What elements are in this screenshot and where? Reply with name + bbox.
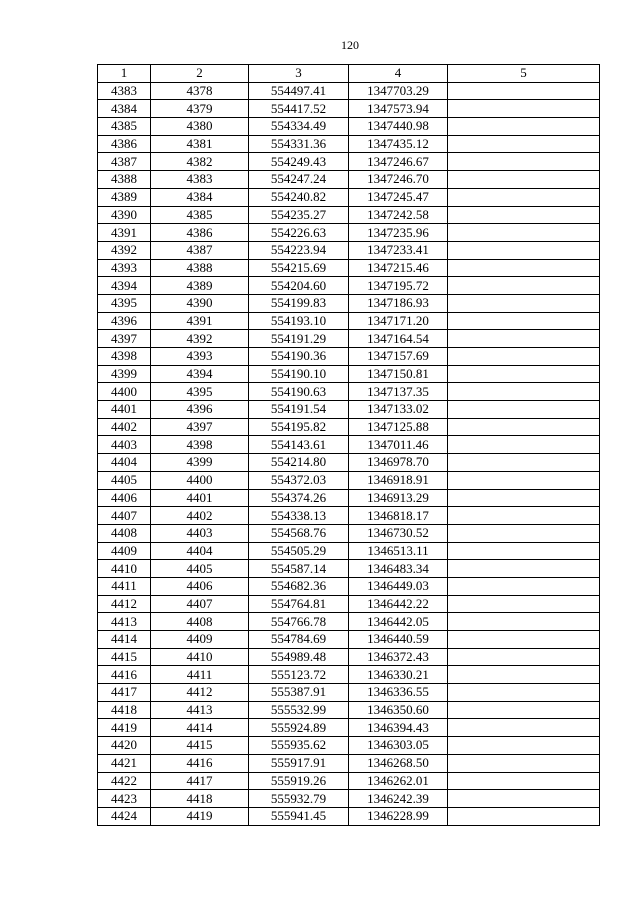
table-cell (448, 153, 600, 171)
table-cell: 554331.36 (249, 135, 349, 153)
table-cell: 1346440.59 (349, 631, 448, 649)
table-row (98, 524, 600, 542)
table-cell: 1346913.29 (349, 489, 448, 507)
table-cell: 4390 (98, 206, 151, 224)
column-header: 2 (151, 65, 249, 83)
table-cell (448, 312, 600, 330)
table-cell: 4390 (151, 294, 249, 312)
table-cell: 1347137.35 (349, 383, 448, 401)
table-cell: 555387.91 (249, 684, 349, 702)
table-cell (448, 100, 600, 118)
table-cell: 1346442.22 (349, 595, 448, 613)
table-cell: 4382 (151, 153, 249, 171)
table-cell: 555941.45 (249, 807, 349, 825)
table-cell (448, 259, 600, 277)
table-row (98, 807, 600, 825)
table-cell: 1346449.03 (349, 577, 448, 595)
table-row (98, 631, 600, 649)
table-cell: 1346513.11 (349, 542, 448, 560)
table-cell: 1347171.20 (349, 312, 448, 330)
table-cell: 4386 (151, 224, 249, 242)
table-row (98, 595, 600, 613)
table-row (98, 277, 600, 295)
table-cell: 4416 (98, 666, 151, 684)
table-cell: 4399 (151, 454, 249, 472)
table-cell: 1347150.81 (349, 365, 448, 383)
table-cell: 4384 (151, 188, 249, 206)
table-cell (448, 82, 600, 100)
table-cell (448, 188, 600, 206)
table-row (98, 684, 600, 702)
table-cell (448, 613, 600, 631)
table-cell: 4386 (98, 135, 151, 153)
table-cell: 4401 (98, 401, 151, 419)
table-cell (448, 135, 600, 153)
table-cell: 554766.78 (249, 613, 349, 631)
column-header: 5 (448, 65, 600, 83)
table-cell: 1347164.54 (349, 330, 448, 348)
table-cell: 4379 (151, 100, 249, 118)
table-cell: 4411 (98, 577, 151, 595)
coordinates-table (97, 64, 600, 826)
table-cell: 555919.26 (249, 772, 349, 790)
table-cell (448, 648, 600, 666)
table-cell: 1346350.60 (349, 701, 448, 719)
table-cell: 4410 (151, 648, 249, 666)
table-cell: 4418 (151, 790, 249, 808)
column-header: 3 (249, 65, 349, 83)
table-cell: 1346262.01 (349, 772, 448, 790)
table-row (98, 118, 600, 136)
table-cell: 4401 (151, 489, 249, 507)
table-cell (448, 489, 600, 507)
table-cell: 4422 (98, 772, 151, 790)
table-cell: 1347125.88 (349, 418, 448, 436)
table-row (98, 259, 600, 277)
table-cell (448, 631, 600, 649)
table-row (98, 454, 600, 472)
table-cell: 4397 (151, 418, 249, 436)
table-row (98, 613, 600, 631)
table-cell: 554190.36 (249, 348, 349, 366)
table-cell: 4407 (151, 595, 249, 613)
table-cell (448, 277, 600, 295)
table-cell: 4413 (151, 701, 249, 719)
table-cell (448, 418, 600, 436)
table-cell (448, 701, 600, 719)
table-cell: 4395 (151, 383, 249, 401)
table-row (98, 294, 600, 312)
table-cell (448, 118, 600, 136)
table-row (98, 542, 600, 560)
table-cell: 1347233.41 (349, 241, 448, 259)
table-cell: 4404 (98, 454, 151, 472)
table-cell: 554568.76 (249, 524, 349, 542)
table-row (98, 507, 600, 525)
table-cell: 554417.52 (249, 100, 349, 118)
table-cell: 554374.26 (249, 489, 349, 507)
table-cell: 1346330.21 (349, 666, 448, 684)
table-cell: 4388 (98, 171, 151, 189)
table-cell: 555935.62 (249, 737, 349, 755)
table-row (98, 135, 600, 153)
table-cell: 554497.41 (249, 82, 349, 100)
table-cell (448, 577, 600, 595)
table-row (98, 82, 600, 100)
table-cell: 1346818.17 (349, 507, 448, 525)
table-cell: 554190.10 (249, 365, 349, 383)
table-cell: 4389 (98, 188, 151, 206)
table-row (98, 436, 600, 454)
table-cell: 1346442.05 (349, 613, 448, 631)
table-cell: 554505.29 (249, 542, 349, 560)
table-cell (448, 330, 600, 348)
table-cell: 554204.60 (249, 277, 349, 295)
table-cell (448, 666, 600, 684)
table-cell: 554764.81 (249, 595, 349, 613)
table-cell: 554191.29 (249, 330, 349, 348)
column-header: 1 (98, 65, 151, 83)
table-row (98, 312, 600, 330)
table-cell: 4392 (98, 241, 151, 259)
table-cell: 4403 (98, 436, 151, 454)
table-row (98, 188, 600, 206)
table-cell: 1347246.67 (349, 153, 448, 171)
table-cell: 4412 (151, 684, 249, 702)
table-cell (448, 560, 600, 578)
table-cell: 4383 (151, 171, 249, 189)
table-cell: 4397 (98, 330, 151, 348)
table-cell: 1346978.70 (349, 454, 448, 472)
table-row (98, 153, 600, 171)
table-cell: 554215.69 (249, 259, 349, 277)
table-cell: 1346268.50 (349, 754, 448, 772)
table-cell (448, 807, 600, 825)
table-cell: 4416 (151, 754, 249, 772)
table-row (98, 365, 600, 383)
table-cell: 555532.99 (249, 701, 349, 719)
table-cell: 1347246.70 (349, 171, 448, 189)
table-cell: 1347245.47 (349, 188, 448, 206)
table-cell: 554240.82 (249, 188, 349, 206)
table-body (98, 65, 600, 826)
table-cell: 4414 (98, 631, 151, 649)
table-row (98, 719, 600, 737)
table-cell: 554334.49 (249, 118, 349, 136)
table-cell: 4387 (98, 153, 151, 171)
table-cell: 554195.82 (249, 418, 349, 436)
table-cell: 4413 (98, 613, 151, 631)
table-cell: 1346303.05 (349, 737, 448, 755)
table-cell (448, 206, 600, 224)
table-cell: 554372.03 (249, 471, 349, 489)
table-cell: 4400 (151, 471, 249, 489)
table-cell: 4406 (151, 577, 249, 595)
table-cell: 4391 (98, 224, 151, 242)
table-cell: 4412 (98, 595, 151, 613)
table-row (98, 348, 600, 366)
table-cell: 555917.91 (249, 754, 349, 772)
table-cell: 1346228.99 (349, 807, 448, 825)
table-cell: 1347215.46 (349, 259, 448, 277)
page-number: 120 (341, 38, 359, 52)
table-cell: 4408 (151, 613, 249, 631)
table-cell: 554190.63 (249, 383, 349, 401)
table-cell: 4415 (151, 737, 249, 755)
table-cell: 4417 (151, 772, 249, 790)
table-cell: 4398 (151, 436, 249, 454)
table-row (98, 648, 600, 666)
table-cell (448, 224, 600, 242)
table-cell: 1347242.58 (349, 206, 448, 224)
table-cell: 4392 (151, 330, 249, 348)
table-cell: 4420 (98, 737, 151, 755)
table-cell: 1347435.12 (349, 135, 448, 153)
table-cell: 554193.10 (249, 312, 349, 330)
table-cell: 1347703.29 (349, 82, 448, 100)
table-cell (448, 719, 600, 737)
table-cell: 1346394.43 (349, 719, 448, 737)
column-header: 4 (349, 65, 448, 83)
table-row (98, 471, 600, 489)
table-cell: 554199.83 (249, 294, 349, 312)
table-cell: 555932.79 (249, 790, 349, 808)
table-cell: 554235.27 (249, 206, 349, 224)
table-cell: 1347157.69 (349, 348, 448, 366)
table-cell: 4396 (151, 401, 249, 419)
table-row (98, 754, 600, 772)
table-cell (448, 542, 600, 560)
table-cell: 554226.63 (249, 224, 349, 242)
table-cell: 554338.13 (249, 507, 349, 525)
table-cell: 4395 (98, 294, 151, 312)
table-cell: 1347440.98 (349, 118, 448, 136)
table-row (98, 790, 600, 808)
table-row (98, 241, 600, 259)
table-cell: 554143.61 (249, 436, 349, 454)
table-cell: 4417 (98, 684, 151, 702)
table-cell: 1347195.72 (349, 277, 448, 295)
table-cell (448, 595, 600, 613)
table-cell: 554214.80 (249, 454, 349, 472)
table-cell: 554784.69 (249, 631, 349, 649)
table-cell: 4393 (151, 348, 249, 366)
table-cell: 554247.24 (249, 171, 349, 189)
table-cell: 4421 (98, 754, 151, 772)
table-cell: 4381 (151, 135, 249, 153)
table-cell (448, 436, 600, 454)
table-cell: 4400 (98, 383, 151, 401)
table-cell: 4402 (151, 507, 249, 525)
table-cell: 4414 (151, 719, 249, 737)
table-cell: 1346242.39 (349, 790, 448, 808)
table-cell (448, 524, 600, 542)
table-cell: 554191.54 (249, 401, 349, 419)
table-cell: 4398 (98, 348, 151, 366)
table-cell: 4387 (151, 241, 249, 259)
table-row (98, 330, 600, 348)
table-cell: 4418 (98, 701, 151, 719)
table-cell (448, 365, 600, 383)
table-cell: 4408 (98, 524, 151, 542)
table-cell (448, 241, 600, 259)
table-row (98, 560, 600, 578)
table-row (98, 100, 600, 118)
table-row (98, 772, 600, 790)
table-cell: 4419 (98, 719, 151, 737)
table-cell: 4423 (98, 790, 151, 808)
table-cell (448, 754, 600, 772)
table-cell: 4409 (98, 542, 151, 560)
table-cell: 4424 (98, 807, 151, 825)
table-cell: 554682.36 (249, 577, 349, 595)
table-cell (448, 383, 600, 401)
table-row (98, 737, 600, 755)
table-cell: 4383 (98, 82, 151, 100)
table-cell: 555123.72 (249, 666, 349, 684)
table-cell: 4389 (151, 277, 249, 295)
table-cell (448, 772, 600, 790)
table-row (98, 577, 600, 595)
table-cell (448, 294, 600, 312)
table-cell (448, 790, 600, 808)
table-cell: 4409 (151, 631, 249, 649)
table-cell: 4403 (151, 524, 249, 542)
table-cell (448, 737, 600, 755)
table-cell: 4405 (98, 471, 151, 489)
table-row (98, 224, 600, 242)
table-cell: 4394 (98, 277, 151, 295)
table-cell (448, 348, 600, 366)
table-cell: 4391 (151, 312, 249, 330)
table-cell (448, 401, 600, 419)
table-cell: 4415 (98, 648, 151, 666)
table-cell: 4402 (98, 418, 151, 436)
table-row (98, 401, 600, 419)
table-cell: 1346730.52 (349, 524, 448, 542)
table-cell: 555924.89 (249, 719, 349, 737)
table-cell: 4419 (151, 807, 249, 825)
table-cell: 4388 (151, 259, 249, 277)
table-cell: 554587.14 (249, 560, 349, 578)
table-cell: 1347235.96 (349, 224, 448, 242)
table-cell: 4406 (98, 489, 151, 507)
table-cell: 4410 (98, 560, 151, 578)
table-cell: 4385 (151, 206, 249, 224)
table-cell (448, 171, 600, 189)
table-cell: 554989.48 (249, 648, 349, 666)
table-cell: 1346483.34 (349, 560, 448, 578)
table-row (98, 701, 600, 719)
table-cell (448, 454, 600, 472)
table-row (98, 171, 600, 189)
table-cell: 4404 (151, 542, 249, 560)
table-cell: 1346372.43 (349, 648, 448, 666)
table-cell: 4396 (98, 312, 151, 330)
table-cell: 4394 (151, 365, 249, 383)
table-cell: 1346918.91 (349, 471, 448, 489)
table-cell: 1347573.94 (349, 100, 448, 118)
table-cell (448, 507, 600, 525)
table-header-row (98, 65, 600, 83)
table-cell: 1347011.46 (349, 436, 448, 454)
table-row (98, 666, 600, 684)
table-cell: 4393 (98, 259, 151, 277)
table-cell (448, 471, 600, 489)
table-cell: 4384 (98, 100, 151, 118)
table-cell: 554223.94 (249, 241, 349, 259)
table-cell: 4405 (151, 560, 249, 578)
table-cell: 1347133.02 (349, 401, 448, 419)
table-cell: 4407 (98, 507, 151, 525)
table-row (98, 418, 600, 436)
table-cell: 4380 (151, 118, 249, 136)
table-cell: 1347186.93 (349, 294, 448, 312)
table-cell: 4385 (98, 118, 151, 136)
table-row (98, 383, 600, 401)
table-cell (448, 684, 600, 702)
table-cell: 1346336.55 (349, 684, 448, 702)
table-cell: 554249.43 (249, 153, 349, 171)
table-row (98, 206, 600, 224)
table-cell: 4399 (98, 365, 151, 383)
table-row (98, 489, 600, 507)
table-cell: 4378 (151, 82, 249, 100)
table-cell: 4411 (151, 666, 249, 684)
